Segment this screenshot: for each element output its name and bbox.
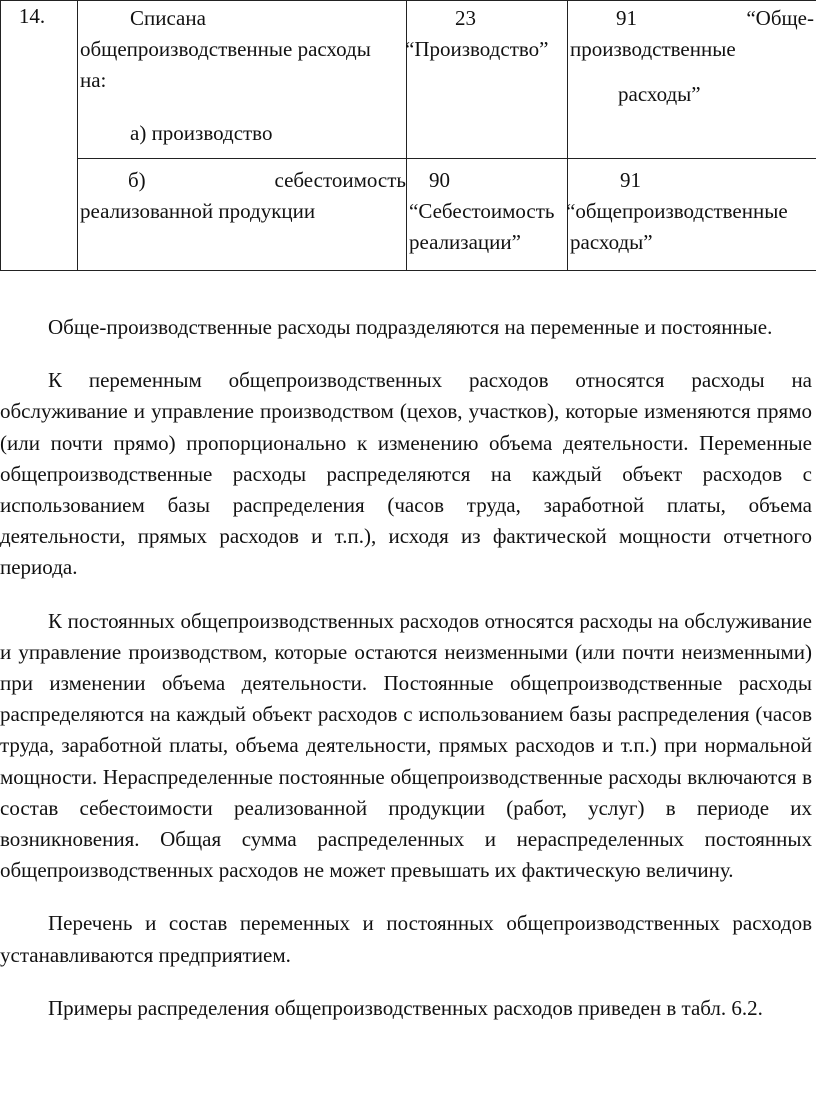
credit-account-name: “общепроизводственные [566, 199, 788, 223]
description-text: реализованной продукции [80, 199, 316, 223]
credit-account-code: 91 [616, 6, 637, 30]
debit-account-code: 23 [455, 6, 476, 30]
credit-cell [568, 159, 816, 271]
description-text: на: [80, 68, 107, 92]
paragraph: К переменным общепроизводственных расходов относятся расходы на обслуживание и управление производством (цехов, участков), которые изменяются прямо (или почти прямо) пропорционально к изменению объема деятельности. Переменные общепроизводственные расходы распределяются на каждый объект расходов с использованием базы распределения (часов труда, заработной платы, объема деятельности, прямых расходов и т.п.), исходя из фактической мощности отчетного периода. [0, 368, 812, 580]
credit-account-name: расходы” [570, 230, 653, 254]
credit-account-name: расходы” [618, 82, 701, 106]
credit-cell [568, 1, 816, 159]
entry-number: 14. [18, 4, 46, 28]
description-text: б) [128, 168, 146, 192]
paragraph: Перечень и состав переменных и постоянных общепроизводственных расходов устанавливаются предприятием. [0, 911, 812, 967]
accounting-entries-table [0, 0, 816, 271]
body-text [0, 312, 812, 1046]
description-text: себестоимость [274, 168, 406, 192]
paragraph: Примеры распределения общепроизводственных расходов приведен в табл. 6.2. [48, 995, 763, 1020]
description-cell [78, 1, 407, 159]
paragraph: Обще-производственные расходы подразделяются на переменные и постоянные. [48, 315, 773, 339]
entry-number-cell [1, 1, 78, 271]
credit-account-name: “Обще- [746, 6, 814, 30]
debit-cell [407, 159, 568, 271]
description-text: общепроизводственные расходы [80, 37, 371, 61]
table-row [1, 1, 816, 159]
debit-account-name: реализации” [409, 230, 521, 254]
debit-account-code: 90 [429, 168, 450, 192]
table-row [1, 159, 816, 271]
credit-account-code: 91 [620, 168, 641, 192]
debit-account-name: “Производство” [405, 37, 549, 61]
description-text: Списана [130, 6, 206, 30]
description-text: а) производство [130, 121, 273, 145]
paragraph: К постоянных общепроизводственных расходов относятся расходы на обслуживание и управление производством, которые остаются неизменными (или почти неизменными) при изменении объема деятельности. Постоянные общепроизводственные расходы распределяются на каждый объект расходов с использованием базы распределения (часов труда, заработной платы, объема деятельности, прямых расходов и т.п.) при нормальной мощности. Нераспределенные постоянные общепроизводственные расходы включаются в состав себестоимости реализованной продукции (работ, услуг) в периоде их возникновения. Общая сумма распределенных и нераспределенных постоянных общепроизводственных расходов не может превышать их фактическую величину. [0, 608, 812, 883]
description-cell [78, 159, 407, 271]
debit-cell [407, 1, 568, 159]
debit-account-name: “Себестоимость [409, 199, 555, 223]
credit-account-name: производственные [570, 37, 736, 61]
